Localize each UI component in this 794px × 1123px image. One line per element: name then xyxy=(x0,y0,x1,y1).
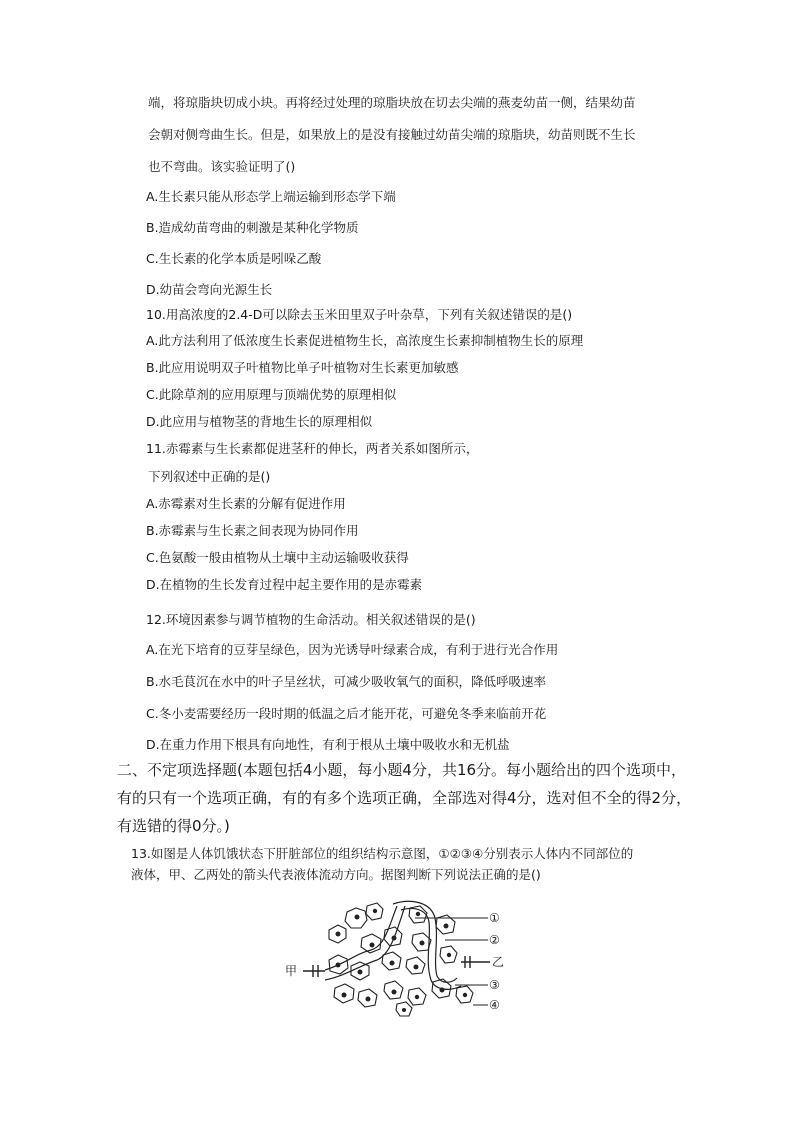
mark-1: ① xyxy=(489,911,500,925)
cell-nucleus xyxy=(402,1008,406,1012)
mark-3: ③ xyxy=(489,978,500,992)
liver-tissue-diagram xyxy=(285,900,510,1020)
q10-option-d: D.此应用与植物茎的背地生长的原理相似 xyxy=(146,414,373,429)
cell-nucleus xyxy=(414,965,419,970)
q12-option-b: B.水毛茛沉在水中的叶子呈丝状，可减少吸收氧气的面积，降低呼吸速率 xyxy=(146,674,547,689)
label-jia: 甲 xyxy=(285,964,298,978)
mark-4: ④ xyxy=(489,998,500,1012)
q12-option-a: A.在光下培育的豆芽呈绿色，因为光诱导叶绿素合成，有利于进行光合作用 xyxy=(146,642,559,657)
cell-nucleus xyxy=(358,970,363,975)
q11-stem-line-1: 11.赤霉素与生长素都促进茎秆的伸长，两者关系如图所示， xyxy=(146,441,479,456)
q10-option-c: C.此除草剂的应用原理与顶端优势的原理相似 xyxy=(146,387,397,402)
q9-stem-line-3: 也不弯曲。该实验证明了() xyxy=(148,159,296,174)
q11-option-c: C.色氨酸一般由植物从土壤中主动运输吸收获得 xyxy=(146,550,409,565)
cell-nucleus xyxy=(390,961,395,966)
cell-nucleus xyxy=(392,990,397,995)
q12-option-d: D.在重力作用下根具有向地性，有利于根从土壤中吸收水和无机盐 xyxy=(146,737,510,752)
q10-option-a: A.此方法利用了低浓度生长素促进植物生长，高浓度生长素抑制植物生长的原理 xyxy=(146,333,584,348)
q9-option-a: A.生长素只能从形态学上端运输到形态学下端 xyxy=(146,189,396,204)
flow-arrow-yi xyxy=(461,956,490,968)
cell-nucleus xyxy=(415,995,419,999)
section2-heading-line-1: 二、不定项选择题(本题包括4小题，每小题4分，共16分。每小题给出的四个选项中， xyxy=(117,761,687,779)
q11-option-b: B.赤霉素与生长素之间表现为协同作用 xyxy=(146,523,359,538)
q12-stem: 12.环境因素参与调节植物的生命活动。相关叙述错误的是() xyxy=(146,612,476,627)
cell-nucleus xyxy=(370,943,375,948)
cell-nucleus xyxy=(336,932,341,937)
section2-heading-line-3: 有选错的得0分。) xyxy=(117,817,230,835)
q12-option-c: C.冬小麦需要经历一段时期的低温之后才能开花，可避免冬季来临前开花 xyxy=(146,706,547,721)
q13-stem-line-1: 13.如图是人体饥饿状态下肝脏部位的组织结构示意图，①②③④分别表示人体内不同部位的 xyxy=(131,846,634,861)
cell-nucleus xyxy=(444,924,449,929)
cell-nucleus xyxy=(342,993,347,998)
capillary-wall-upper xyxy=(325,906,397,970)
q11-stem-line-2: 下列叙述中正确的是() xyxy=(148,469,271,484)
q11-option-d: D.在植物的生长发育过程中起主要作用的是赤霉素 xyxy=(146,577,423,592)
section2-heading-line-2: 有的只有一个选项正确，有的有多个选项正确，全部选对得4分，选对但不全的得2分， xyxy=(117,789,692,807)
mark-2: ② xyxy=(489,933,500,947)
cell-nucleus xyxy=(416,912,420,916)
cell-nucleus xyxy=(420,941,425,946)
q10-option-b: B.此应用说明双子叶植物比单子叶植物对生长素更加敏感 xyxy=(146,360,459,375)
q9-stem-line-2: 会朝对侧弯曲生长。但是，如果放上的是没有接触过幼苗尖端的琼脂块，幼苗则既不生长 xyxy=(148,127,636,142)
q9-option-c: C.生长素的化学本质是吲哚乙酸 xyxy=(146,251,322,266)
q9-option-d: D.幼苗会弯向光源生长 xyxy=(146,282,273,297)
q9-stem-line-1: 端，将琼脂块切成小块。再将经过处理的琼脂块放在切去尖端的燕麦幼苗一侧，结果幼苗 xyxy=(148,95,636,110)
cell-nucleus xyxy=(355,915,360,920)
flow-arrow-jia xyxy=(303,965,325,977)
cell-nucleus xyxy=(373,909,377,913)
cell-nucleus xyxy=(366,997,371,1002)
q13-stem-line-2: 液体，甲、乙两处的箭头代表液体流动方向。据图判断下列说法正确的是() xyxy=(131,867,541,882)
liver-tissue-figure xyxy=(285,900,510,1020)
q10-stem: 10.用高浓度的2.4-D可以除去玉米田里双子叶杂草，下列有关叙述错误的是() xyxy=(146,307,573,322)
label-yi: 乙 xyxy=(492,955,505,969)
q11-option-a: A.赤霉素对生长素的分解有促进作用 xyxy=(146,496,346,511)
q9-option-b: B.造成幼苗弯曲的刺激是某种化学物质 xyxy=(146,220,359,235)
cell-nucleus xyxy=(447,953,451,957)
cell-nucleus xyxy=(463,993,467,997)
capillary-loop-inner xyxy=(401,909,461,990)
